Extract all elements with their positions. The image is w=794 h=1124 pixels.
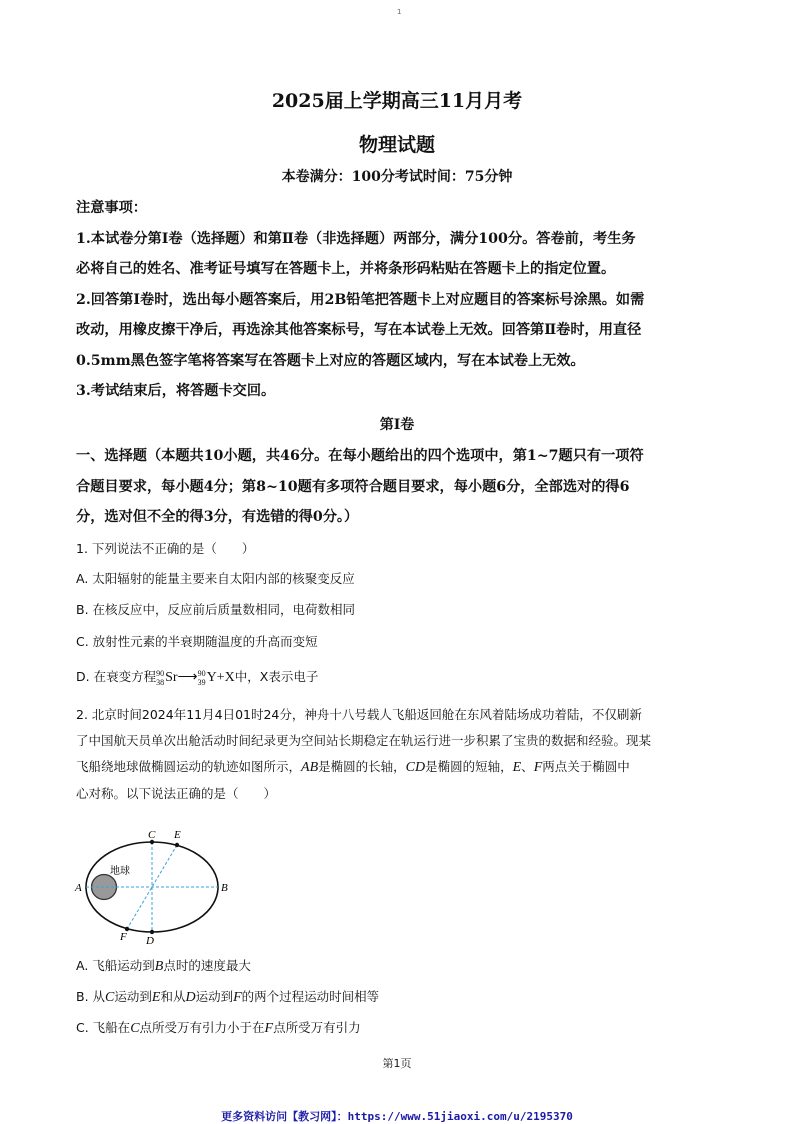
orbit-figure: [70, 826, 240, 946]
point-e-dot: [175, 843, 179, 847]
q2-text: B. 从: [76, 989, 106, 1004]
plus-sign: +: [216, 670, 225, 685]
q2-line: [76, 754, 724, 781]
label-e: E: [174, 829, 181, 841]
point-d: D: [185, 990, 196, 1005]
q2-text: A. 飞船运动到: [76, 958, 155, 973]
notice-heading: 注意事项：: [76, 200, 147, 216]
reaction-arrow: ⟶: [177, 670, 198, 685]
q2-text: 点所受万有引力: [273, 1020, 361, 1035]
q2-text: C. 飞船在: [76, 1020, 131, 1035]
notice-line: 0.5mm黑色签字笔将答案写在答题卡上对应的答题区域内，写在本试卷上无效。: [76, 352, 585, 369]
label-d: D: [146, 935, 154, 946]
y-charge-number: 39: [197, 677, 206, 687]
point-c: C: [130, 1021, 140, 1036]
q2-stem: [76, 702, 724, 807]
y-isotope-numbers: [198, 669, 206, 687]
section-title: 第Ⅰ卷: [379, 417, 415, 433]
point-b: B: [154, 959, 164, 974]
q2-text: 运动到: [195, 989, 234, 1004]
point-e: E: [512, 760, 522, 775]
exam-subject: 物理试题: [358, 134, 435, 156]
q2-line: 了中国航天员单次出舱活动时间纪录更为空间站长期稳定在轨运行进一步积累了宝贵的数据和经验。现某: [76, 733, 652, 748]
sr-isotope-numbers: [156, 669, 164, 687]
q2-text: 两点关于椭圆中: [542, 759, 630, 774]
q1-option-d: [76, 664, 318, 691]
segment-ab: AB: [301, 760, 319, 775]
q2-text: 、: [521, 759, 534, 774]
q2-text: 飞船绕地球做椭圆运动的轨迹如图所示，: [76, 759, 302, 774]
earth-label: 地球: [110, 866, 130, 877]
q2-option-a: [76, 953, 251, 980]
exam-info: 本卷满分：100分考试时间：75分钟: [281, 169, 513, 185]
label-a: A: [75, 882, 82, 894]
notice-block: [76, 193, 724, 407]
q2-text: 是椭圆的长轴，: [318, 759, 406, 774]
q2-text: 点时的速度最大: [163, 958, 251, 973]
point-c: C: [105, 990, 115, 1005]
notice-line: 改动，用橡皮擦干净后，再选涂其他答案标号，写在本试卷上无效。回答第Ⅱ卷时，用直径: [76, 322, 642, 338]
notice-line: 2.回答第Ⅰ卷时，选出每小题答案后，用2B铅笔把答题卡上对应题目的答案标号涂黑。如需: [76, 291, 645, 308]
q2-line: 2. 北京时间2024年11月4日01时24分，神舟十八号载人飞船返回舱在东风着陆场成功着陆，不仅刷新: [76, 707, 642, 722]
page-top-mark: 1: [397, 8, 402, 16]
q2-option-c: [76, 1015, 361, 1042]
q1-stem: 1. 下列说法不正确的是（ ）: [76, 541, 255, 556]
q2-text: 运动到: [114, 989, 152, 1004]
page-number: 第1页: [382, 1057, 412, 1070]
point-d-dot: [150, 930, 154, 934]
point-e: E: [151, 990, 161, 1005]
q2-text: 的两个过程运动时间相等: [241, 989, 380, 1004]
q2-text: 和从: [160, 989, 186, 1004]
part-instructions: [76, 441, 724, 533]
q1-option-a: A. 太阳辐射的能量主要来自太阳内部的核聚变反应: [76, 571, 355, 586]
notice-line: 必将自己的姓名、准考证号填写在答题卡上，并将条形码粘贴在答题卡上的指定位置。: [76, 261, 616, 277]
q1-option-b: B. 在核反应中，反应前后质量数相同，电荷数相同: [76, 602, 356, 617]
label-c: C: [148, 829, 156, 841]
exam-title: 2025届上学期高三11月月考: [271, 90, 523, 112]
sr-mass-number: 90: [156, 668, 165, 678]
point-f: F: [233, 990, 242, 1005]
q2-text: 点所受万有引力小于在: [139, 1020, 265, 1035]
x-symbol: X: [224, 670, 235, 685]
q1-option-c: C. 放射性元素的半衰期随温度的升高而变短: [76, 634, 318, 649]
label-b: B: [221, 882, 228, 894]
notice-line: 1.本试卷分第Ⅰ卷（选择题）和第Ⅱ卷（非选择题）两部分，满分100分。答卷前，考生务: [76, 230, 636, 247]
point-f: F: [264, 1021, 274, 1036]
segment-cd: CD: [405, 760, 426, 775]
label-f: F: [120, 931, 127, 943]
q2-option-b: [76, 984, 379, 1011]
part-line: 一、选择题（本题共10小题，共46分。在每小题给出的四个选项中，第1~7题只有一项符: [76, 448, 644, 464]
point-f: F: [533, 760, 543, 775]
q2-line: 心对称。以下说法正确的是（ ）: [76, 786, 277, 801]
y-symbol: Y: [206, 670, 217, 685]
footer-link[interactable]: 更多资料访问【教习网】：https://www.51jiaoxi.com/u/2195370: [221, 1110, 573, 1123]
notice-line: 3.考试结束后，将答题卡交回。: [76, 383, 276, 399]
q1-d-suffix: 中，X表示电子: [234, 669, 319, 684]
sr-symbol: Sr: [165, 670, 178, 685]
part-line: 合题目要求，每小题4分；第8~10题有多项符合题目要求，每小题6分，全部选对的得6: [76, 478, 630, 495]
q2-text: 是椭圆的短轴，: [425, 759, 513, 774]
part-line: 分，选对但不全的得3分，有选错的得0分。）: [76, 509, 359, 525]
sr-charge-number: 38: [156, 677, 165, 687]
q1-d-prefix: D. 在衰变方程: [76, 669, 157, 684]
y-mass-number: 90: [197, 668, 206, 678]
